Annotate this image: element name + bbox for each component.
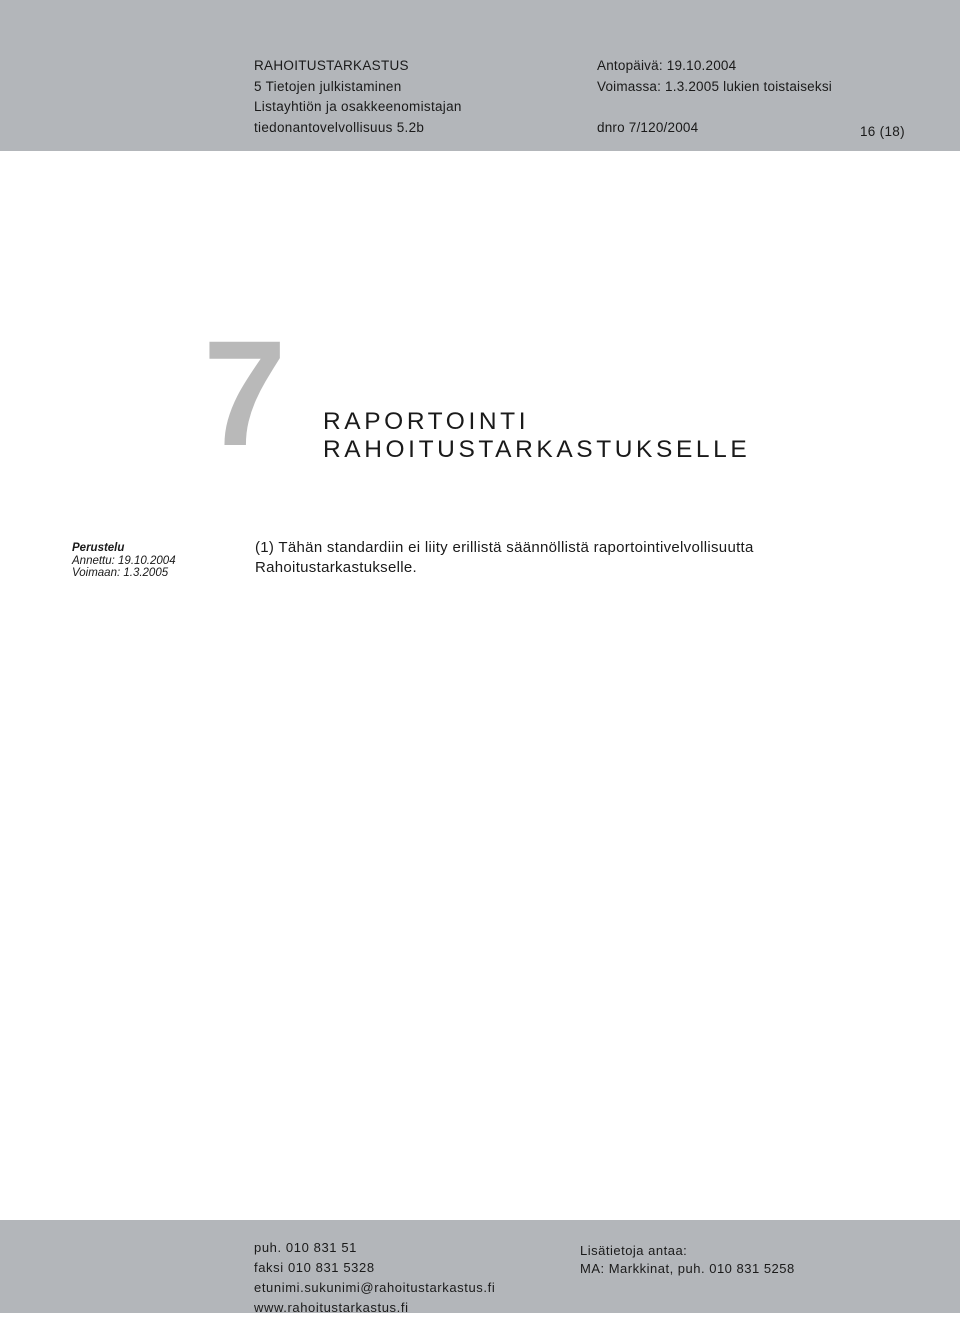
- body-paragraph: [255, 538, 895, 578]
- chapter-title-line-2: RAHOITUSTARKASTUKSELLE: [323, 436, 751, 463]
- footer-website: www.rahoitustarkastus.fi: [254, 1300, 409, 1315]
- header-right-block: [597, 56, 832, 138]
- header-left-block: [254, 56, 462, 138]
- footer-email: etunimi.sukunimi@rahoitustarkastus.fi: [254, 1280, 496, 1295]
- margin-note-effective: Voimaan: 1.3.2005: [72, 567, 169, 579]
- chapter-number: 7: [203, 309, 283, 477]
- footer-fax: faksi 010 831 5328: [254, 1260, 375, 1275]
- page-header: [0, 0, 960, 151]
- footer-phone: puh. 010 831 51: [254, 1240, 357, 1255]
- page-footer: [0, 1220, 960, 1313]
- header-issue-date: Antopäivä: 19.10.2004: [597, 58, 737, 73]
- chapter-title-line-1: RAPORTOINTI: [323, 408, 530, 435]
- header-valid: Voimassa: 1.3.2005 lukien toistaiseksi: [597, 78, 832, 94]
- header-org: RAHOITUSTARKASTUS: [254, 58, 409, 73]
- page-number: 16 (18): [860, 124, 905, 139]
- header-subject-1: Listayhtiön ja osakkeenomistajan: [254, 99, 462, 114]
- header-subject-2: tiedonantovelvollisuus 5.2b: [254, 119, 425, 135]
- header-dnro: dnro 7/120/2004: [597, 119, 699, 135]
- footer-info-label: Lisätietoja antaa:: [580, 1243, 688, 1258]
- footer-info-contact: MA: Markkinat, puh. 010 831 5258: [580, 1261, 795, 1276]
- margin-note: [72, 542, 176, 580]
- chapter-title: [323, 408, 750, 464]
- body-paragraph-line-1: (1) Tähän standardiin ei liity erillistä säännöllistä raportointivelvollisuutta: [255, 539, 754, 556]
- header-section: 5 Tietojen julkistaminen: [254, 78, 402, 94]
- footer-info: [580, 1242, 795, 1278]
- header-blank: [597, 97, 832, 118]
- margin-note-label: Perustelu: [72, 542, 125, 554]
- body-paragraph-line-2: Rahoitustarkastukselle.: [255, 559, 417, 576]
- margin-note-issued: Annettu: 19.10.2004: [72, 554, 176, 567]
- footer-contact: [254, 1238, 495, 1318]
